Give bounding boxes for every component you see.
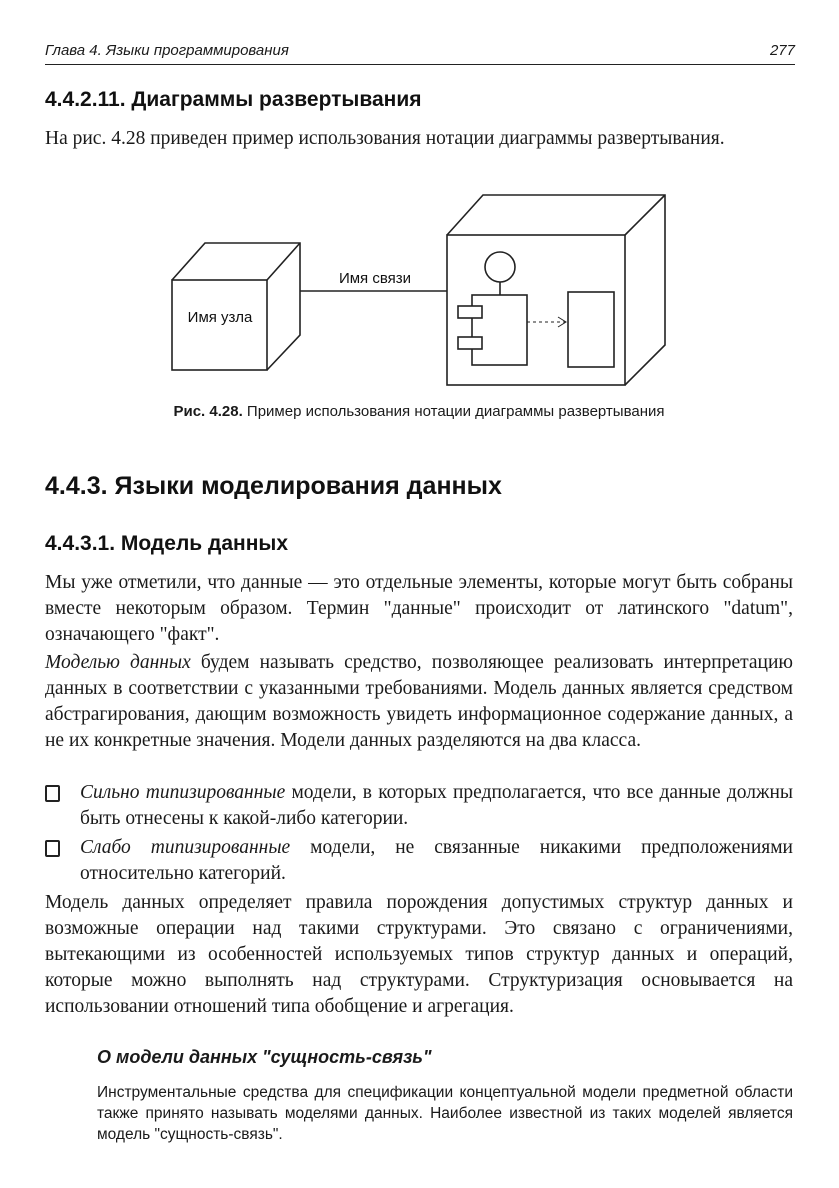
list-item — [45, 835, 793, 887]
paragraph-data-model-text: будем называть средство, позволяющее реализовать интерпретацию данных в соответствии с указанными требованиями. Модель данных является средством абстрагирования, дающим возможность увидеть информационное содержание данных, а не их конкретные значения. Модели данных разделяются на два класса. — [45, 652, 793, 751]
node-cube — [172, 243, 300, 370]
page-number: 277 — [769, 42, 795, 59]
paragraph-data-definition: Мы уже отметили, что данные — это отдельные элементы, которые могут быть собраны вместе некоторым образом. Термин "данные" происходит от латинского "datum", означающего "факт". — [45, 572, 793, 645]
section-heading-4-4-3: 4.4.3. Языки моделирования данных — [45, 472, 502, 500]
component-node-cube — [447, 195, 665, 385]
list-item-rest: модели, не связанные никакими предположениями относительно категорий. — [80, 837, 793, 884]
checkbox-bullet-icon — [45, 840, 60, 857]
deployment-diagram — [160, 185, 680, 395]
sidebar-title: О модели данных "сущность-связь" — [97, 1047, 432, 1067]
link-label: Имя связи — [338, 270, 412, 287]
figure-caption — [45, 403, 793, 420]
list-item-rest: модели, в которых предполагается, что все данные должны быть отнесены к какой-либо категории. — [80, 782, 794, 829]
figure-intro-paragraph: На рис. 4.28 приведен пример использования нотации диаграммы развертывания. — [45, 128, 725, 149]
figure-caption-label: Рис. 4.28. — [173, 403, 243, 420]
list-item-text — [80, 835, 793, 887]
figure-caption-text: Пример использования нотации диаграммы развертывания — [246, 403, 665, 420]
sidebar-text: Инструментальные средства для спецификации концептуальной модели предметной области также принято называть моделями данных. Наиболее известной из таких моделей является модель "сущность-связь". — [97, 1084, 793, 1143]
term-weakly-typed: Слабо типизированные — [80, 837, 291, 858]
checkbox-bullet-icon — [45, 785, 60, 802]
section-heading-4-4-3-1: 4.4.3.1. Модель данных — [45, 532, 289, 555]
node-label: Имя узла — [187, 309, 253, 326]
list-item — [45, 780, 793, 832]
section-heading-4-4-2-11: 4.4.2.11. Диаграммы развертывания — [45, 88, 422, 111]
paragraph-model-rules: Модель данных определяет правила порождения допустимых структур данных и возможные операции над такими структурами. Это связано с ограничениями, вытекающими из особенностей используемых типов структур данных и операций, которые можно выполнять над структурами. Структуризация основывается на использовании отношений типа обобщение и агрегация. — [45, 892, 793, 1017]
running-header — [45, 40, 795, 65]
paragraph-data-model — [45, 650, 793, 754]
chapter-title: Глава 4. Языки программирования — [45, 42, 289, 59]
term-strongly-typed: Сильно типизированные — [80, 782, 286, 803]
list-item-text — [80, 780, 793, 832]
interface-circle-icon — [485, 252, 515, 282]
artifact-box — [568, 292, 614, 367]
term-data-model: Моделью данных — [45, 652, 191, 673]
